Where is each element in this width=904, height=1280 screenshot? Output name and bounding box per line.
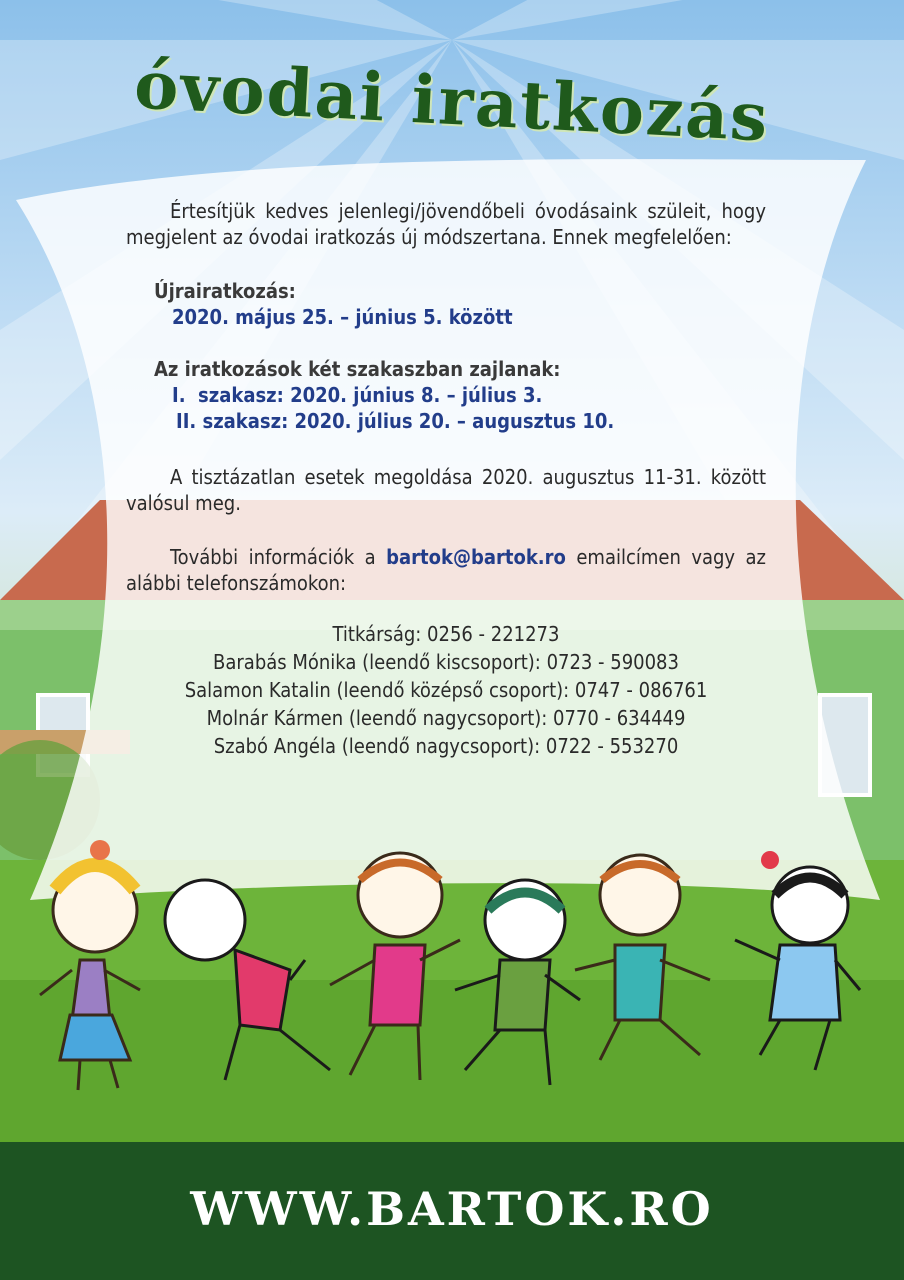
announcement-content — [126, 198, 766, 760]
website-url[interactable]: WWW.BARTOK.RO — [190, 1182, 714, 1236]
stages-label: Az iratkozások két szakaszban zajlanak: — [154, 357, 561, 381]
reenroll-date: 2020. május 25. – június 5. között — [172, 305, 513, 329]
children-illustration — [0, 820, 904, 1120]
unclear-paragraph: A tisztázatlan esetek megoldása 2020. augusztus 11-31. között valósul meg. — [126, 465, 766, 515]
phone-list — [126, 620, 766, 760]
info-paragraph — [126, 544, 766, 596]
stages-block — [154, 356, 766, 434]
phone-item: Szabó Angéla (leendő nagycsoport): 0722 - 553270 — [213, 734, 679, 758]
child-6 — [735, 851, 860, 1070]
child-2 — [165, 880, 330, 1080]
page-title: óvodai iratkozás — [132, 45, 772, 157]
info-suffix: emailcímen vagy az alábbi telefonszámokon: — [126, 545, 766, 595]
stage-1: I. szakasz: 2020. június 8. – július 3. — [172, 383, 543, 407]
email-link[interactable]: bartok@bartok.ro — [386, 545, 566, 569]
stage-2: II. szakasz: 2020. július 20. – augusztus 10. — [176, 409, 615, 433]
phone-item: Titkárság: 0256 - 221273 — [332, 622, 560, 646]
phone-item: Molnár Kármen (leendő nagycsoport): 0770 - 634449 — [206, 706, 686, 730]
child-5 — [575, 855, 710, 1060]
child-3 — [330, 853, 460, 1080]
phone-item: Barabás Mónika (leendő kiscsoport): 0723 - 590083 — [213, 650, 679, 674]
child-1 — [40, 840, 140, 1090]
intro-paragraph: Értesítjük kedves jelenlegi/jövendőbeli óvodásaink szüleit, hogy megjelent az óvodai iratkozás új módszertana. Ennek megfelelően: — [126, 199, 766, 249]
child-4 — [455, 880, 580, 1085]
reenroll-block — [154, 278, 766, 330]
info-prefix: További információk a — [170, 545, 387, 569]
phone-item: Salamon Katalin (leendő középső csoport): 0747 - 086761 — [184, 678, 708, 702]
reenroll-label: Újrairatkozás: — [154, 279, 296, 303]
